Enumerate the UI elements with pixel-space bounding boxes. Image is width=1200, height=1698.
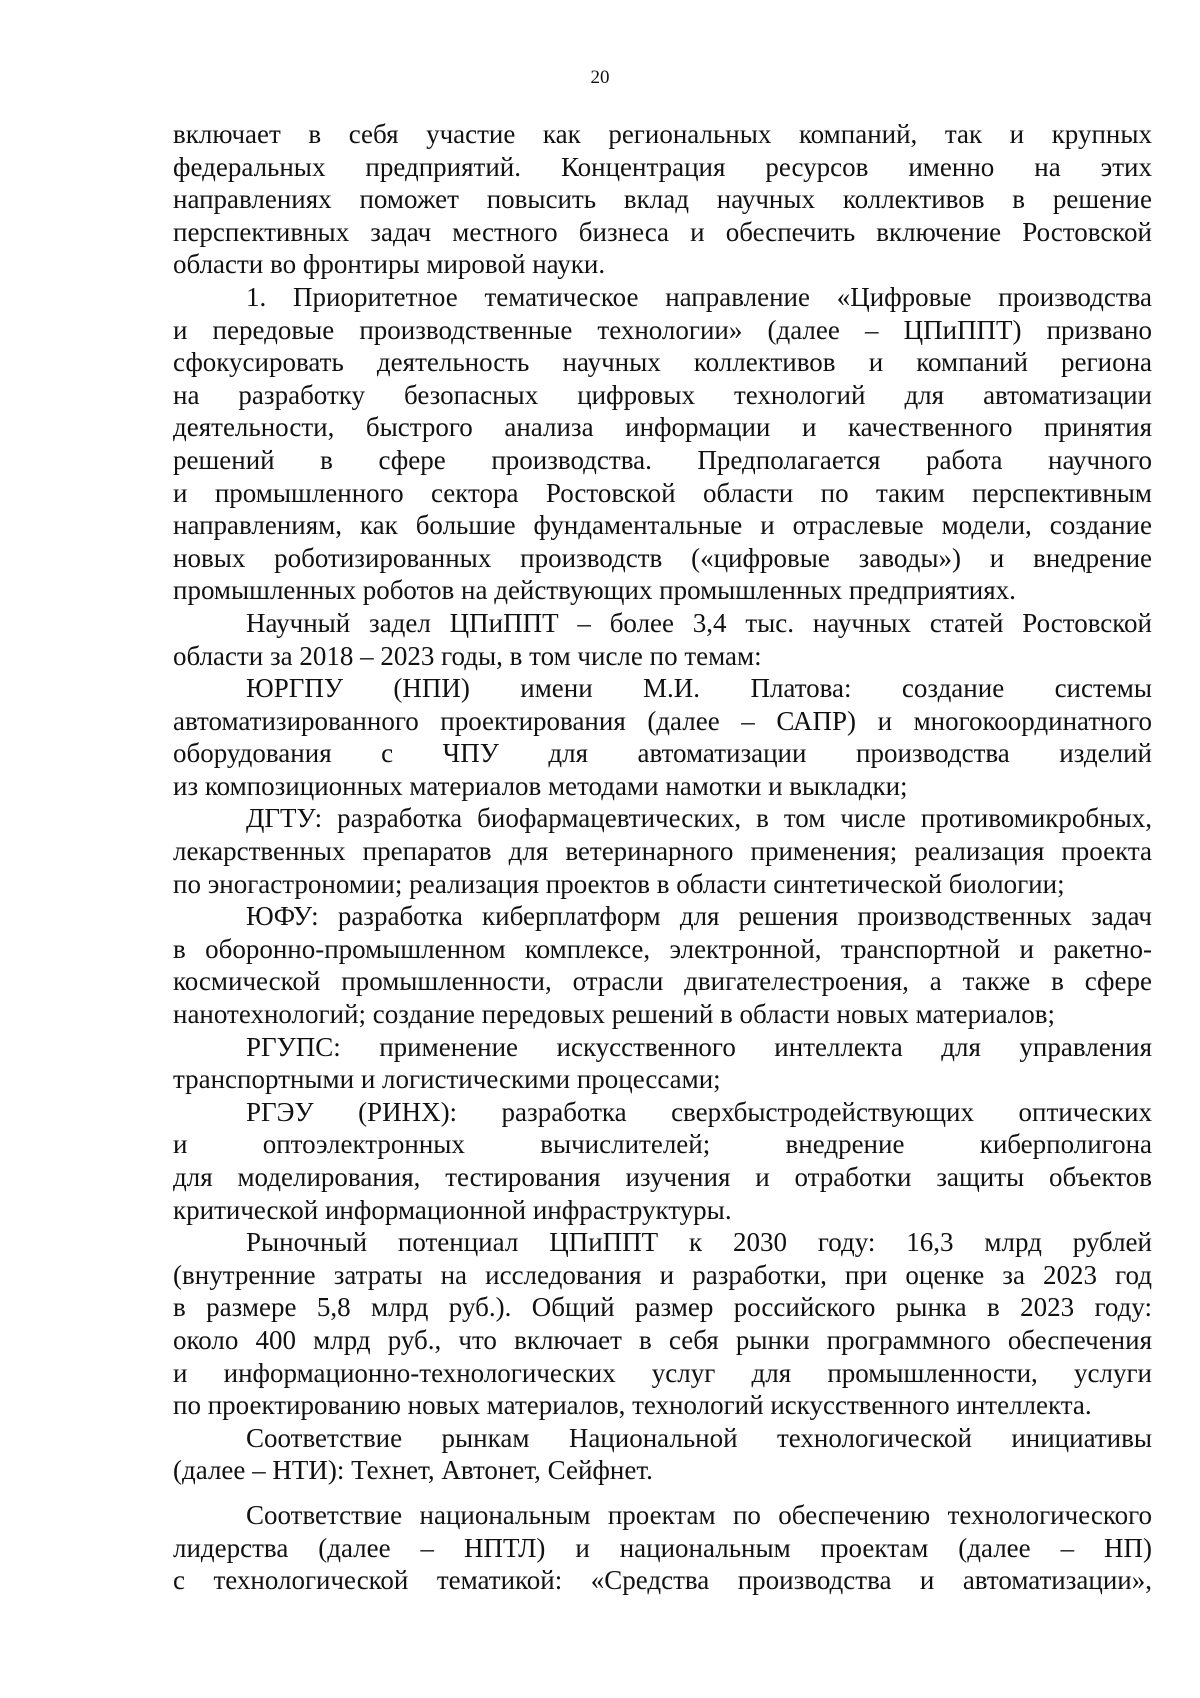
text-line: решений в сфере производства. Предполагается работа научного	[173, 444, 1152, 475]
text-line: РГЭУ (РИНХ): разработка сверхбыстродействующих оптических	[246, 1096, 1152, 1127]
text-line: перспективных задач местного бизнеса и обеспечить включение Ростовской	[173, 216, 1152, 247]
page-number: 20	[590, 67, 610, 88]
text-line: РГУПС: применение искусственного интеллекта для управления	[246, 1031, 1152, 1062]
text-line: лекарственных препаратов для ветеринарного применения; реализация проекта	[173, 836, 1152, 867]
text-line: Соответствие рынкам Национальной технологической инициативы	[246, 1422, 1152, 1453]
text-line: и информационно-технологических услуг для промышленности, услуги	[173, 1357, 1152, 1388]
text-line: Соответствие национальным проектам по обеспечению технологического	[246, 1499, 1152, 1530]
paragraph-gap	[173, 1487, 1152, 1499]
text-line: в оборонно-промышленном комплексе, электронной, транспортной и ракетно-	[173, 933, 1152, 964]
text-line: нанотехнологий; создание передовых решений в области новых материалов;	[173, 999, 1056, 1030]
text-line: сфокусировать деятельность научных коллективов и компаний региона	[173, 347, 1152, 378]
text-line: направлениях поможет повысить вклад научных коллективов в решение	[173, 184, 1152, 215]
text-line: в размере 5,8 млрд руб.). Общий размер российского рынка в 2023 году:	[173, 1292, 1152, 1323]
text-line: на разработку безопасных цифровых технологий для автоматизации	[173, 379, 1152, 410]
text-line: транспортными и логистическими процессами;	[173, 1064, 721, 1095]
text-line: по эногастрономии; реализация проектов в области синтетической биологии;	[173, 868, 1065, 899]
text-line: по проектированию новых материалов, технологий искусственного интеллекта.	[173, 1390, 1092, 1421]
text-line: и оптоэлектронных вычислителей; внедрение киберполигона	[173, 1129, 1152, 1160]
text-line: 1. Приоритетное тематическое направление «Цифровые производства	[246, 281, 1152, 312]
text-line: космической промышленности, отрасли двигателестроения, а также в сфере	[173, 966, 1152, 997]
text-line: федеральных предприятий. Концентрация ресурсов именно на этих	[173, 151, 1152, 182]
text-line: автоматизированного проектирования (далее – САПР) и многокоординатного	[173, 705, 1152, 736]
text-line: и передовые производственные технологии» (далее – ЦПиППТ) призвано	[173, 314, 1152, 345]
text-line: ЮРГПУ (НПИ) имени М.И. Платова: создание системы	[246, 673, 1152, 704]
text-line: (внутренние затраты на исследования и разработки, при оценке за 2023 год	[173, 1259, 1152, 1290]
text-line: Рыночный потенциал ЦПиППТ к 2030 году: 16,3 млрд рублей	[246, 1227, 1152, 1258]
text-line: промышленных роботов на действующих промышленных предприятиях.	[173, 575, 1016, 606]
text-line: лидерства (далее – НПТЛ) и национальным проектам (далее – НП)	[173, 1532, 1152, 1563]
text-line: из композиционных материалов методами намотки и выкладки;	[173, 770, 908, 801]
text-line: около 400 млрд руб., что включает в себя рынки программного обеспечения	[173, 1324, 1152, 1355]
text-line: и промышленного сектора Ростовской области по таким перспективным	[173, 477, 1152, 508]
text-line: включает в себя участие как региональных компаний, так и крупных	[173, 119, 1152, 149]
text-line: ЮФУ: разработка киберплатформ для решения производственных задач	[246, 901, 1152, 932]
text-line: ДГТУ: разработка биофармацевтических, в том числе противомикробных,	[246, 803, 1152, 834]
text-line: Научный задел ЦПиППТ – более 3,4 тыс. научных статей Ростовской	[246, 607, 1152, 638]
text-line: оборудования с ЧПУ для автоматизации производства изделий	[173, 738, 1152, 769]
document-body	[173, 118, 1152, 1597]
text-line: (далее – НТИ): Технет, Автонет, Сейфнет.	[173, 1455, 653, 1486]
text-line: критической информационной инфраструктуры.	[173, 1194, 732, 1225]
text-line: области за 2018 – 2023 годы, в том числе по темам:	[173, 640, 762, 671]
text-line: с технологической тематикой: «Средства производства и автоматизации»,	[173, 1565, 1152, 1596]
text-line: деятельности, быстрого анализа информации и качественного принятия	[173, 412, 1152, 443]
text-line: направлениям, как большие фундаментальные и отраслевые модели, создание	[173, 510, 1152, 541]
text-line: новых роботизированных производств («цифровые заводы») и внедрение	[173, 542, 1152, 573]
text-line: области во фронтиры мировой науки.	[173, 249, 606, 280]
text-line: для моделирования, тестирования изучения и отработки защиты объектов	[173, 1162, 1152, 1192]
